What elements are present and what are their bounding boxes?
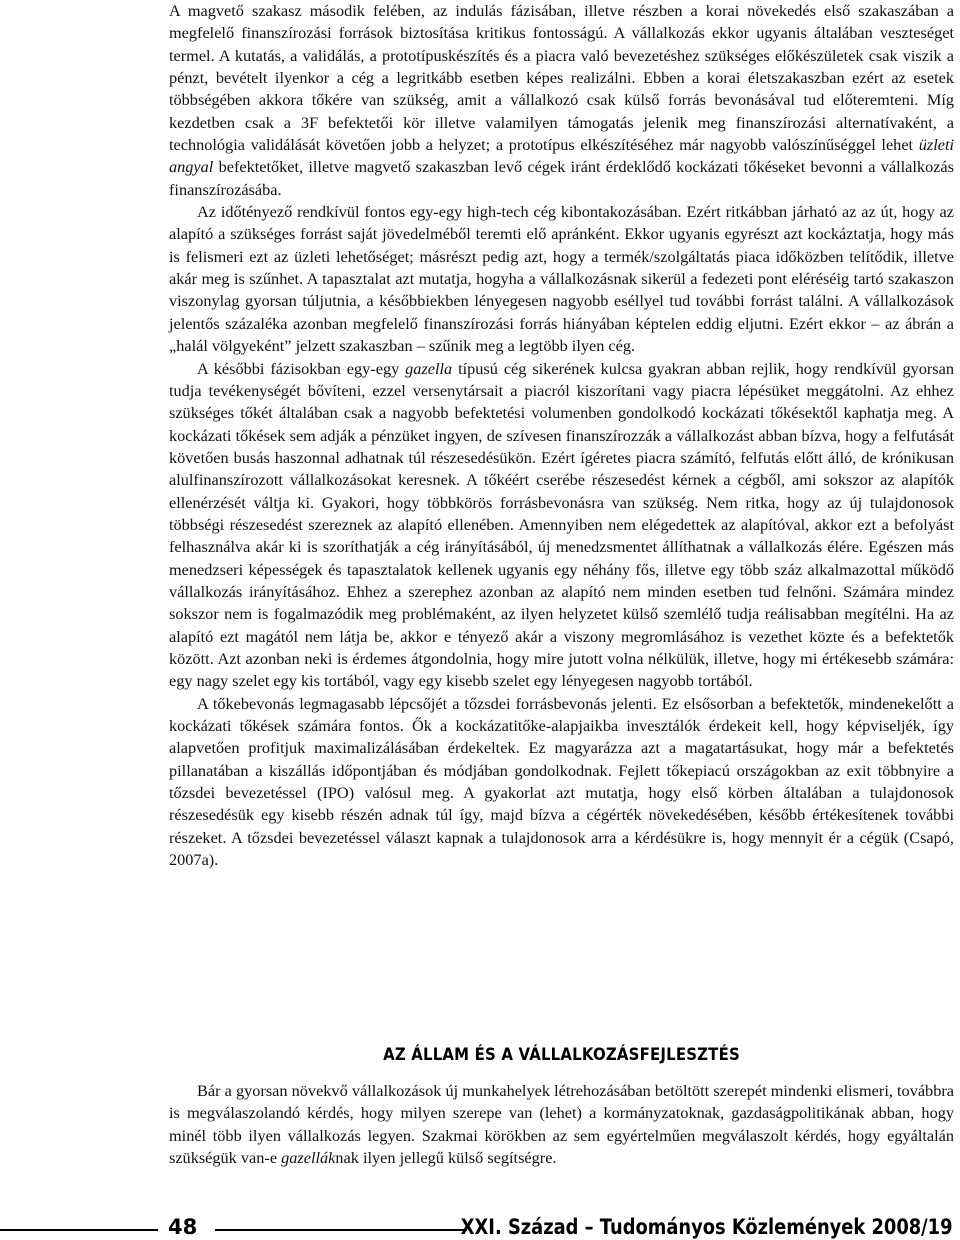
footer-rule-left xyxy=(0,1229,158,1231)
paragraph-2: Az időtényező rendkívül fontos egy-egy high-tech cég kibontakozásában. Ezért ritkábban járható az az út, hogy az alapító a szükséges forrást saját jövedelméből teremti elő apránként. Ekkor ugyanis egyrészt azt kockáztatja, hogy más is felismeri ezt az üzleti lehetőséget; másrészt pedig azt, hogy a termék/szolgáltatás piaca időközben telítődik, illetve akár meg is szűnhet. A tapasztalat azt mutatja, hogyha a vállalkozásnak sikerül a fedezeti pont eléréséig tartó szakaszon viszonylag gyorsan túljutnia, a későbbiekben lényegesen nagyobb eséllyel tud további forrást találni. A vállalkozások jelentős százaléka azonban megfelelő finanszírozási forrás hiányában képtelen eddig eljutni. Ezért ekkor – az ábrán a „halál völgyeként” jelzett szakaszban – szűnik meg a legtöbb ilyen cég. xyxy=(169,202,954,356)
journal-title: XXI. Század – Tudományos Közlemények 2008/19 xyxy=(461,1215,953,1239)
paragraph-3: A későbbi fázisokban egy-egy gazella típusú cég sikerének kulcsa gyakran abban rejlik, hogy rendkívül gyorsan tudja tevékenységét bővíteni, ezzel versenytársait a piacról kiszorítani vagy piacra lépésüket meggátolni. Az ehhez szükséges tőkét általában csak a nagyobb befektetési volumenben gondolkodó kockázati tőkésektől kaphatja meg. A kockázati tőkések sem adják a pénzüket ingyen, de szívesen finanszírozzák a vállalkozást abban bízva, hogy a felfutását követően busás haszonnal adhatnak túl részesedésükön. Ezért ígéretes piacra számító, felfutás előtt álló, de krónikusan alulfinanszírozott vállalkozásokat keresnek. A tőkéért cserébe részesedést kérnek a cégből, ami sokszor az alapítók ellenérzését váltja ki. Gyakori, hogy többkörös forrásbevonásra van szükség. Nem ritka, hogy az új tulajdonosok többségi részesedést szereznek az alapító ellenében. Amennyiben nem elégedettek az alapítóval, akkor ezt a befolyást felhasználva akár ki is szoríthatják a cég irányításából, új menedzsmentet állíthatnak a vállalkozás élére. Egészen más menedzseri képességek és tapasztalatok kellenek ugyanis egy néhány fős, illetve egy több száz alkalmazottal működő vállalkozás irányításához. Ehhez a szerephez azonban az alapító nem minden esetben tud felnőni. Számára mindez sokszor nem is fogalmazódik meg problémaként, az ilyen helyzetet külső szemlélő tudja reálisabban megítélni. Ha az alapító ezt magától nem látja be, akkor e tényező akár a viszony megromlásához is vezethet közte és a befektetők között. Azt azonban neki is érdemes átgondolnia, hogy mire jutott volna nélkülük, illetve, hogy mi értékesebb számára: egy nagy szelet egy kis tortából, vagy egy kisebb szelet egy lényegesen nagyobb tortából. xyxy=(169,358,955,691)
section-paragraph: Bár a gyorsan növekvő vállalkozások új munkahelyek létrehozásában betöltött szerepét mindenki elismeri, továbbra is megválaszolandó kérdés, hogy milyen szerepe van (lehet) a kormányzatoknak, gazdaságpolitikának abban, hogy minél több ilyen vállalkozás legyen. Szakmai körökben az sem egyértelműen megválaszolt kérdés, hogy egyáltalán szükségük van-e gazelláknak ilyen jellegű külső segítségre. xyxy=(169,1081,954,1168)
italic-term-uzleti-angyal: üzleti angyal xyxy=(169,135,954,177)
page-number: 48 xyxy=(168,1215,198,1239)
italic-term-gazella: gazella xyxy=(405,358,453,378)
paragraph-1: A magvető szakasz második felében, az indulás fázisában, illetve részben a korai növekedés első szakaszában a megfelelő finanszírozási források biztosítása kritikus fontosságú. A vállalkozás ekkor ugyanis általában veszteséget termel. A kutatás, a validálás, a prototípuskészítés és a piacra való bevezetéshez szükséges előkészületek csak viszik a pénzt, bevételt ilyenkor a cég a legritkább esetben képes realizálni. Ebben a korai életszakaszban ezért az esetek többségében akkora tőkére van szükség, amit a vállalkozó csak külső forrás bevonásával tud előteremteni. Míg kezdetben csak a 3F befektetői kör illetve valamilyen támogatás jelenik meg finanszírozási alternatívaként, a technológia validálását követően jobb a helyzet; a prototípus elkészítéséhez már nagyobb valószínűséggel lehet üzleti angyal befektetőket, illetve magvető szakaszban levő cégek iránt érdeklődő kockázati tőkéseket bevonni a vállalkozás finanszírozásába. xyxy=(169,1,954,199)
section-heading: AZ ÁLLAM ÉS A VÁLLALKOZÁSFEJLESZTÉS xyxy=(383,1045,740,1065)
paragraph-4: A tőkebevonás legmagasabb lépcsőjét a tőzsdei forrásbevonás jelenti. Ez elsősorban a befektetők, mindenekelőtt a kockázati tőkések számára fontos. Ők a kockázatitőke-alapjaikba invesztálók érdekeit kell, hogy képviseljék, így alapvetően profitjuk maximalizálásában érdekeltek. Ez magyarázza azt a magatartásukat, hogy már a befektetés pillanatában a kiszállás időpontjában és módjában gondolkodnak. Fejlett tőkepiacú országokban az exit többnyire a tőzsdei bevezetéssel (IPO) valósul meg. A gyakorlat azt mutatja, hogy első körben általában a tulajdonosok részesedésük egy kisebb részén adnak túl így, majd bízva a cégérték növekedésében, később értékesítenek további részeket. A tőzsdei bevezetéssel választ kapnak a tulajdonosok arra a kérdésükre is, hogy mennyit ér a cégük (Csapó, 2007a). xyxy=(169,693,954,870)
body-text xyxy=(169,0,954,871)
italic-term-gazellak: gazellák xyxy=(281,1148,336,1168)
section-body xyxy=(169,1080,954,1169)
footer-rule-middle xyxy=(215,1229,467,1231)
